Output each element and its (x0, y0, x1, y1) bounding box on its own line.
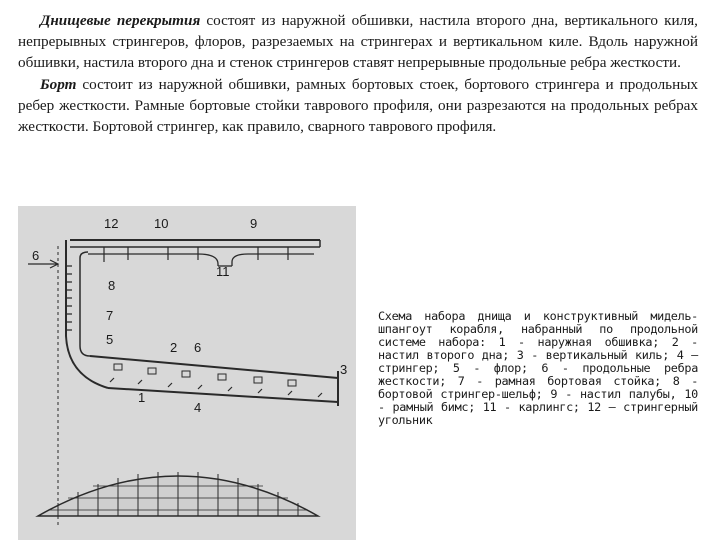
label-2: 2 (170, 340, 178, 355)
label-3: 3 (340, 362, 348, 377)
midship-section-drawing (18, 206, 356, 540)
paragraph-side (18, 74, 698, 138)
label-1: 1 (138, 390, 146, 405)
label-9: 9 (250, 216, 258, 231)
deck-beam (88, 254, 314, 266)
bottom-shell (90, 356, 338, 406)
paragraph-bottom-structures (18, 10, 698, 74)
term-side: Борт (40, 75, 77, 93)
frame-spacing-diagram (38, 472, 318, 516)
side-shell (58, 240, 108, 526)
deck-plating (70, 240, 320, 262)
label-5: 5 (106, 332, 114, 347)
term-bottom-structures: Днищевые перекрытия (40, 12, 201, 29)
paragraph-bottom-structures-text: состоят из наружной обшивки, настила второго дна, вертикального киля, непрерывных стрингеров, флоров, разрезаемых на стрингерах и вертикальном киле. Вдоль наружной обшивки, настила второго дна и стенок стрингеров ставят непрерывные продольные ребра жесткости. (18, 12, 698, 72)
label-11: 11 (216, 264, 230, 279)
label-7: 7 (106, 308, 114, 323)
label-6-waterline: 6 (32, 248, 40, 263)
label-10: 10 (154, 216, 169, 231)
label-6: 6 (194, 340, 202, 355)
label-12: 12 (104, 216, 119, 231)
paragraph-side-text: состоит из наружной обшивки, рамных бортовых стоек, бортового стрингера и продольных ребер жесткости. Рамные бортовые стойки таврового профиля, они разрезаются на продольных ребрах жесткости. Бортовой стрингер, как правило, сварного таврового профиля. (18, 75, 698, 136)
label-4: 4 (194, 400, 202, 415)
figure-caption: Схема набора днища и конструктивный мидель-шпангоут корабля, набранный по продольной системе набора: 1 - наружная обшивка; 2 - настил второго дна; 3 - вертикальный киль; 4 — стрингер; 5 - флор; 6 - продольные ребра жесткости; 7 - рамная бортовая стойка; 8 - бортовой стрингер-шельф; 9 - настил палубы, 10 - рамный бимс; 11 - карлингс; 12 – стрингерный угольник (378, 309, 698, 427)
body-text (18, 10, 698, 137)
midship-section-figure (18, 206, 356, 540)
label-8: 8 (108, 278, 116, 293)
